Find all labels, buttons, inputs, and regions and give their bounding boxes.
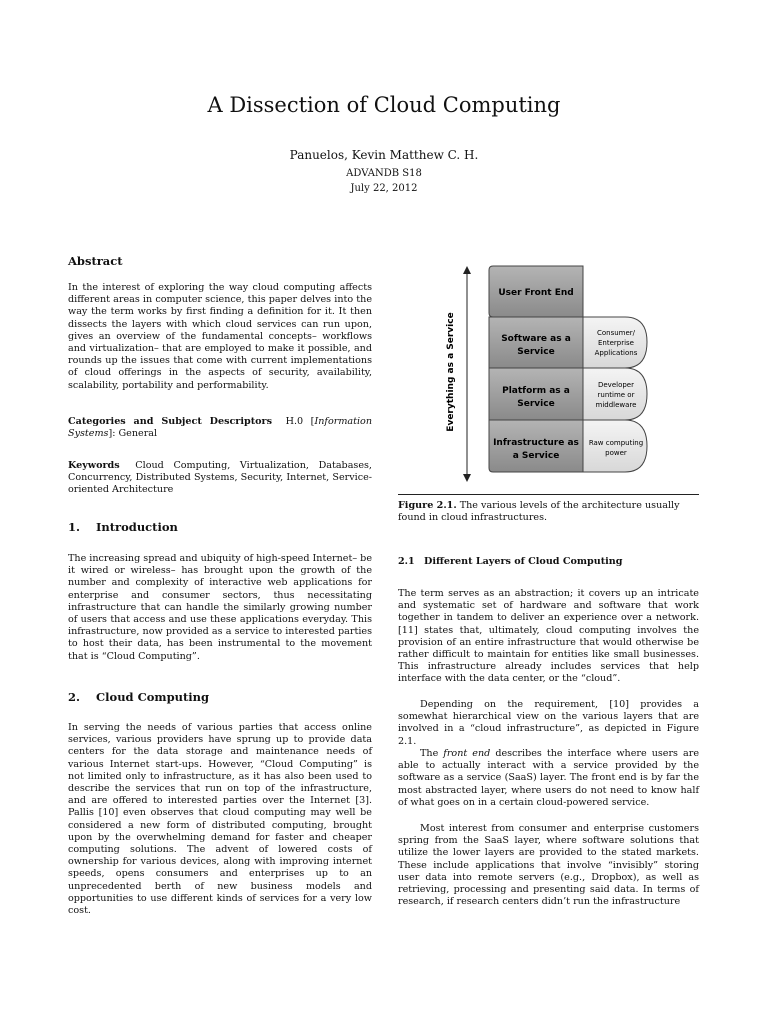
section-cloud-heading <box>68 691 372 703</box>
axis-label: Everything as a Service <box>446 312 456 432</box>
abstract-heading: Abstract <box>68 254 123 268</box>
section-number: 1. <box>68 520 81 534</box>
layers-paragraph-2: Depending on the requirement, [10] provides a somewhat hierarchical view on the various layers that are involved in a “cloud infrastructure”, as depicted in Figure 2.1. <box>398 699 699 747</box>
categories <box>68 416 372 440</box>
caption-text: The various levels of the architecture usually found in cloud infrastructures. <box>398 500 680 523</box>
section-number: 2. <box>68 690 81 704</box>
saas-label-line1: Software as a <box>501 334 571 344</box>
subsection-title: Different Layers of Cloud Computing <box>424 556 623 567</box>
author-name: Panuelos, Kevin Matthew C. H. <box>289 148 479 162</box>
figure-layers-diagram <box>435 262 705 487</box>
iaas-note-line1: Raw computing <box>588 439 644 447</box>
categories-label: Categories and Subject Descriptors <box>68 416 273 427</box>
p3-text-b: describes the interface where users are able to actually interact with a service provided by the software as a service (SaaS) layer. The front end is by far the most abstracted layer, where users do not need to know half of what goes on in a certain cloud-powered service. <box>398 748 699 808</box>
categories-italic: Information Systems <box>68 416 373 440</box>
abstract-text: In the interest of exploring the way cloud computing affects different areas in computer science, this paper delves into the way the term works by first finding a definition for it. It then dissects the layers with which cloud services can run upon, gives an overview of the fundamental concepts– workflows and virtualization– that are employed to make it possible, and rounds up the issues that come with current implementations of cloud offerings in the aspects of security, availability, scalability, portability and performability. <box>68 282 372 391</box>
categories-code: H.0 [ <box>285 416 315 427</box>
section-title: Introduction <box>96 520 178 534</box>
layers-paragraph-4: Most interest from consumer and enterprise customers spring from the SaaS layer, where software solutions that utilize the lower layers are provided to the stated markets. These include applications that involve “invisibly” storing user data into remote servers (e.g., Dropbox), as well as retrieving, processing and presenting said data. In terms of research, if research centers didn’t run the infrastructure <box>398 823 699 908</box>
iaas-note-line2: power <box>605 449 627 457</box>
p3-text-a: The <box>420 748 444 759</box>
layers-paragraph-3 <box>398 748 699 809</box>
figure-caption <box>398 500 699 524</box>
subsection-heading <box>398 556 699 568</box>
paas-note-line1: Developer <box>597 381 635 389</box>
arrow-down-icon <box>463 474 471 482</box>
subsection-number: 2.1 <box>398 556 415 567</box>
paas-note-line2: runtime or <box>597 391 635 399</box>
iaas-label-line1: Infrastructure as <box>493 438 579 448</box>
paper-date: July 22, 2012 <box>350 183 418 194</box>
introduction-text: The increasing spread and ubiquity of high-speed Internet– be it wired or wireless– has brought upon the growth of the number and complexity of interactive web applications for enterprise and consumer sectors, thus necessitating infrastructure that can handle the similarly growing number of users that access and use these applications everyday. This infrastructure, now provided as a service to interested parties to host their data, has been instrumental to the movement that is “Cloud Computing”. <box>68 553 372 662</box>
paas-label-line2: Service <box>517 399 555 409</box>
section-title: Cloud Computing <box>96 690 210 704</box>
arrow-up-icon <box>463 266 471 274</box>
keywords-label: Keywords <box>68 460 120 471</box>
categories-rest: ]: General <box>108 428 158 440</box>
affiliation: ADVANDB S18 <box>346 168 422 179</box>
paas-label-line1: Platform as a <box>502 386 570 396</box>
keywords-text: Cloud Computing, Virtualization, Databases, Concurrency, Distributed Systems, Security, Internet, Service-oriented Architecture <box>68 460 372 496</box>
section-introduction-heading <box>68 521 372 533</box>
layers-paragraph-1: The term serves as an abstraction; it covers up an intricate and systematic set of hardware and software that work together in tandem to deliver an experience over a network. [11] states that, ultimately, cloud computing involves the provision of an entire infrastructure that would otherwise be rather difficult to maintain for entities like small businesses. This infrastructure already includes services that help interface with the data center, or the “cloud”. <box>398 588 699 685</box>
frontend-label: User Front End <box>498 288 574 298</box>
caption-label: Figure 2.1. <box>398 500 457 511</box>
saas-note-line2: Enterprise <box>597 339 635 347</box>
saas-note-line1: Consumer/ <box>596 329 636 337</box>
p3-emphasis: front end <box>443 748 491 759</box>
saas-label-line2: Service <box>517 347 555 357</box>
figure-divider <box>398 494 699 495</box>
saas-note-line3: Applications <box>594 349 638 357</box>
keywords <box>68 460 372 497</box>
layers-svg <box>435 262 705 487</box>
cloud-computing-text: In serving the needs of various parties that access online services, various providers have sprung up to provide data centers for the data storage and maintenance needs of various Internet start-ups. However, “Cloud Computing” is not limited only to infrastructure, as it has also been used to describe the services that run on top of the infrastructure, and are offered to interested parties over the Internet [3]. Pallis [10] even observes that cloud computing may well be considered a new form of distributed computing, brought upon by the overwhelming demand for faster and cheaper computing solutions. The advent of lowered costs of ownership for various devices, along with improving internet speeds, opens consumers and enterprises up to an unprecedented berth of new business models and opportunities to use different kinds of services for a very low cost. <box>68 722 372 917</box>
paper-title: A Dissection of Cloud Computing <box>207 93 561 117</box>
paas-note-line3: middleware <box>595 401 637 409</box>
iaas-label-line2: a Service <box>512 451 560 461</box>
